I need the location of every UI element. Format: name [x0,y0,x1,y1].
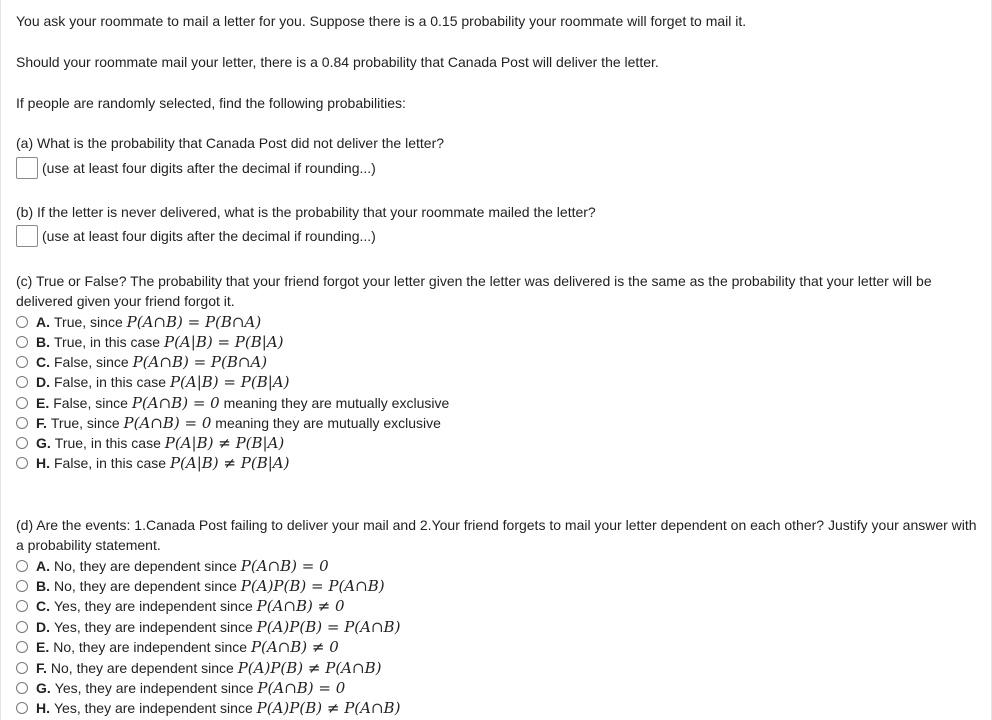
part-c-option-e[interactable]: E. False, since P(A∩B) = 0 meaning they are mutually exclusive [16,393,449,413]
part-d-question: (d) Are the events: 1.Canada Post failing to deliver your mail and 2.Your friend forgets to mail your letter dependent on each other? Justify your answer with a probability statement. [16,517,977,553]
part-c-question: (c) True or False? The probability that your friend forgot your letter given the letter was delivered is the same as the probability that your letter will be delivered given your friend forgot it. [16,273,932,309]
radio-button[interactable] [16,336,28,348]
intro-line-1: You ask your roommate to mail a letter for you. Suppose there is a 0.15 probability your roommate will forget to mail it. [16,13,747,29]
part-c-option-g[interactable]: G. True, in this case P(A|B) ≠ P(B|A) [16,433,284,453]
part-d-option-g[interactable]: G. Yes, they are independent since P(A∩B) = 0 [16,678,345,698]
radio-button[interactable] [16,682,28,694]
part-d-option-f[interactable]: F. No, they are dependent since P(A)P(B) ≠ P(A∩B) [16,658,381,678]
radio-button[interactable] [16,600,28,612]
radio-button[interactable] [16,621,28,633]
radio-button[interactable] [16,560,28,572]
part-b-hint: (use at least four digits after the decimal if rounding...) [42,228,376,244]
part-d-option-d[interactable]: D. Yes, they are independent since P(A)P(B) = P(A∩B) [16,617,400,637]
intro-line-2: Should your roommate mail your letter, there is a 0.84 probability that Canada Post will deliver the letter. [16,54,659,70]
radio-button[interactable] [16,457,28,469]
intro-line-3: If people are randomly selected, find the following probabilities: [16,95,406,111]
part-a-hint: (use at least four digits after the decimal if rounding...) [42,160,376,176]
radio-button[interactable] [16,397,28,409]
part-c-option-f[interactable]: F. True, since P(A∩B) = 0 meaning they are mutually exclusive [16,413,441,433]
part-c-option-c[interactable]: C. False, since P(A∩B) = P(B∩A) [16,352,267,372]
part-d-option-b[interactable]: B. No, they are dependent since P(A)P(B) = P(A∩B) [16,576,385,596]
part-d-option-a[interactable]: A. No, they are dependent since P(A∩B) = 0 [16,556,329,576]
radio-button[interactable] [16,702,28,714]
part-b-answer-row [16,224,376,248]
radio-button[interactable] [16,641,28,653]
part-c-option-b[interactable]: B. True, in this case P(A|B) = P(B|A) [16,332,284,352]
part-d-option-c[interactable]: C. Yes, they are independent since P(A∩B) ≠ 0 [16,596,345,616]
radio-button[interactable] [16,417,28,429]
part-d-option-e[interactable]: E. No, they are independent since P(A∩B) ≠ 0 [16,637,339,657]
part-a-answer-row [16,156,376,180]
part-c-option-d[interactable]: D. False, in this case P(A|B) = P(B|A) [16,372,289,392]
part-c-option-h[interactable]: H. False, in this case P(A|B) ≠ P(B|A) [16,453,289,473]
part-a-answer-input[interactable] [16,157,38,179]
radio-button[interactable] [16,662,28,674]
radio-button[interactable] [16,316,28,328]
part-a-question: (a) What is the probability that Canada Post did not deliver the letter? [16,135,445,151]
radio-button[interactable] [16,376,28,388]
part-b-answer-input[interactable] [16,225,38,247]
radio-button[interactable] [16,356,28,368]
part-b-question: (b) If the letter is never delivered, what is the probability that your roommate mailed the letter? [16,204,596,220]
part-c-option-a[interactable]: A. True, since P(A∩B) = P(B∩A) [16,312,261,332]
part-d-option-h[interactable]: H. Yes, they are independent since P(A)P(B) ≠ P(A∩B) [16,698,400,718]
radio-button[interactable] [16,580,28,592]
radio-button[interactable] [16,437,28,449]
